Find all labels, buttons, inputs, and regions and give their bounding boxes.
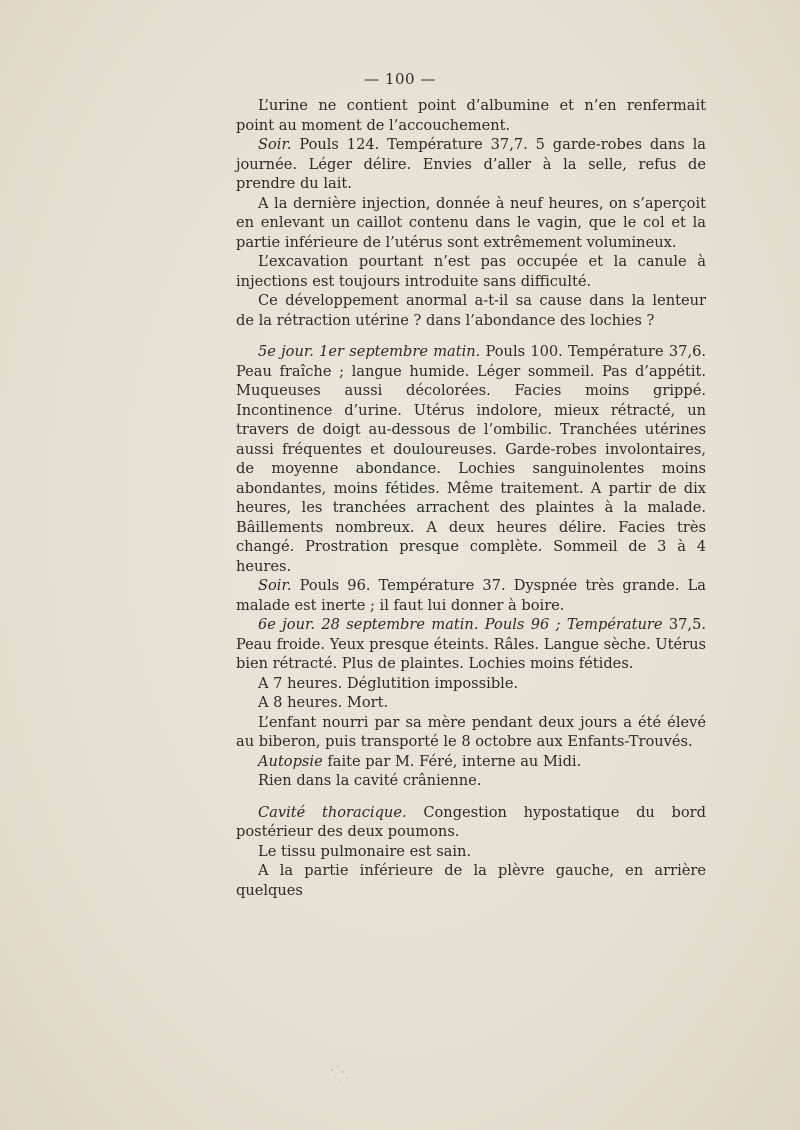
body-text	[236, 96, 706, 900]
paragraph	[236, 135, 706, 194]
paragraph	[236, 615, 706, 674]
paragraph-lead: Autopsie	[258, 752, 323, 770]
paragraph-text: Rien dans la cavité crânienne.	[258, 772, 482, 789]
paragraph-lead: 6e jour. 28 septembre matin. Pouls 96 ; Température	[258, 616, 663, 633]
paragraph-text: A 7 heures. Déglutition impossible.	[258, 674, 519, 692]
paragraph	[236, 252, 706, 291]
paragraph	[236, 674, 706, 694]
paragraph	[236, 194, 706, 253]
paragraph-text: Ce développement anormal a-t-il sa cause dans la lenteur de la rétraction utérine ? dans l’abondance des lochies ?	[236, 292, 706, 329]
paragraph	[236, 752, 706, 772]
paragraph-text: A la partie inférieure de la plèvre gauche, en arrière quelques	[236, 862, 706, 899]
paragraph-lead: Cavité thoracique.	[258, 803, 407, 821]
paragraph-text: L’enfant nourri par sa mère pendant deux jours a été élevé au biberon, puis transporté le 8 octobre aux Enfants-Trouvés.	[236, 713, 706, 750]
paragraph	[236, 771, 706, 791]
paragraph-text: Le tissu pulmonaire est sain.	[258, 842, 472, 860]
paragraph-text: L’excavation pourtant n’est pas occupée et la canule à injections est toujours introduite sans difficulté.	[236, 253, 706, 290]
paragraph-text: Pouls 100. Température 37,6. Peau fraîche ; langue humide. Léger sommeil. Pas d’appétit. Muqueuses aussi décolorées. Facies moins grippé. Incontinence d’urine. Utérus indolore, mieux rétracté, un travers de doigt au-dessous de l’ombilic. Tranchées utérines aussi fréquentes et douloureuses. Garde-robes involontaires, de moyenne abondance. Lochies sanguinolentes moins abondantes, moins fétides. Même traitement. A partir de dix heures, les tranchées arrachent des plaintes à la malade. Bâillements nombreux. A deux heures délire. Facies très changé. Prostration presque complète. Sommeil de 3 à 4 heures.	[236, 343, 707, 575]
page-number: — 100 —	[364, 70, 436, 88]
paragraph	[236, 96, 706, 135]
paper-speck-decoration	[322, 1058, 358, 1088]
paragraph-text: A la dernière injection, donnée à neuf heures, on s’aperçoit en enlevant un caillot contenu dans le vagin, que le col et la partie inférieure de l’utérus sont extrêmement volumineux.	[236, 194, 706, 251]
paragraph	[236, 842, 706, 862]
paragraph	[236, 713, 706, 752]
paragraph	[236, 693, 706, 713]
paragraph-text: 37,5. Peau froide. Yeux presque éteints. Râles. Langue sèche. Utérus bien rétracté. Plus de plaintes. Lochies moins fétides.	[236, 616, 706, 672]
paragraph	[236, 291, 706, 330]
paragraph-text: A 8 heures. Mort.	[258, 694, 389, 711]
paragraph-text: Congestion hypostatique du bord postérieur des deux poumons.	[236, 803, 706, 840]
paragraph	[236, 576, 706, 615]
paragraph-text: faite par M. Féré, interne au Midi.	[322, 752, 582, 770]
paragraph	[236, 803, 706, 842]
paragraph-lead: Soir.	[258, 577, 292, 594]
paragraph-lead: 5e jour. 1er septembre matin.	[258, 343, 481, 360]
paragraph-text: L’urine ne contient point d’albumine et n’en renfermait point au moment de l’accouchement.	[236, 97, 706, 134]
paragraph-text: Pouls 96. Température 37. Dyspnée très grande. La malade est inerte ; il faut lui donner à boire.	[236, 577, 706, 614]
paragraph-lead: Soir.	[258, 136, 292, 153]
paragraph	[236, 861, 706, 900]
paragraph	[236, 342, 706, 576]
paragraph-text: Pouls 124. Température 37,7. 5 garde-robes dans la journée. Léger délire. Envies d’aller à la selle, refus de prendre du lait.	[236, 136, 706, 192]
